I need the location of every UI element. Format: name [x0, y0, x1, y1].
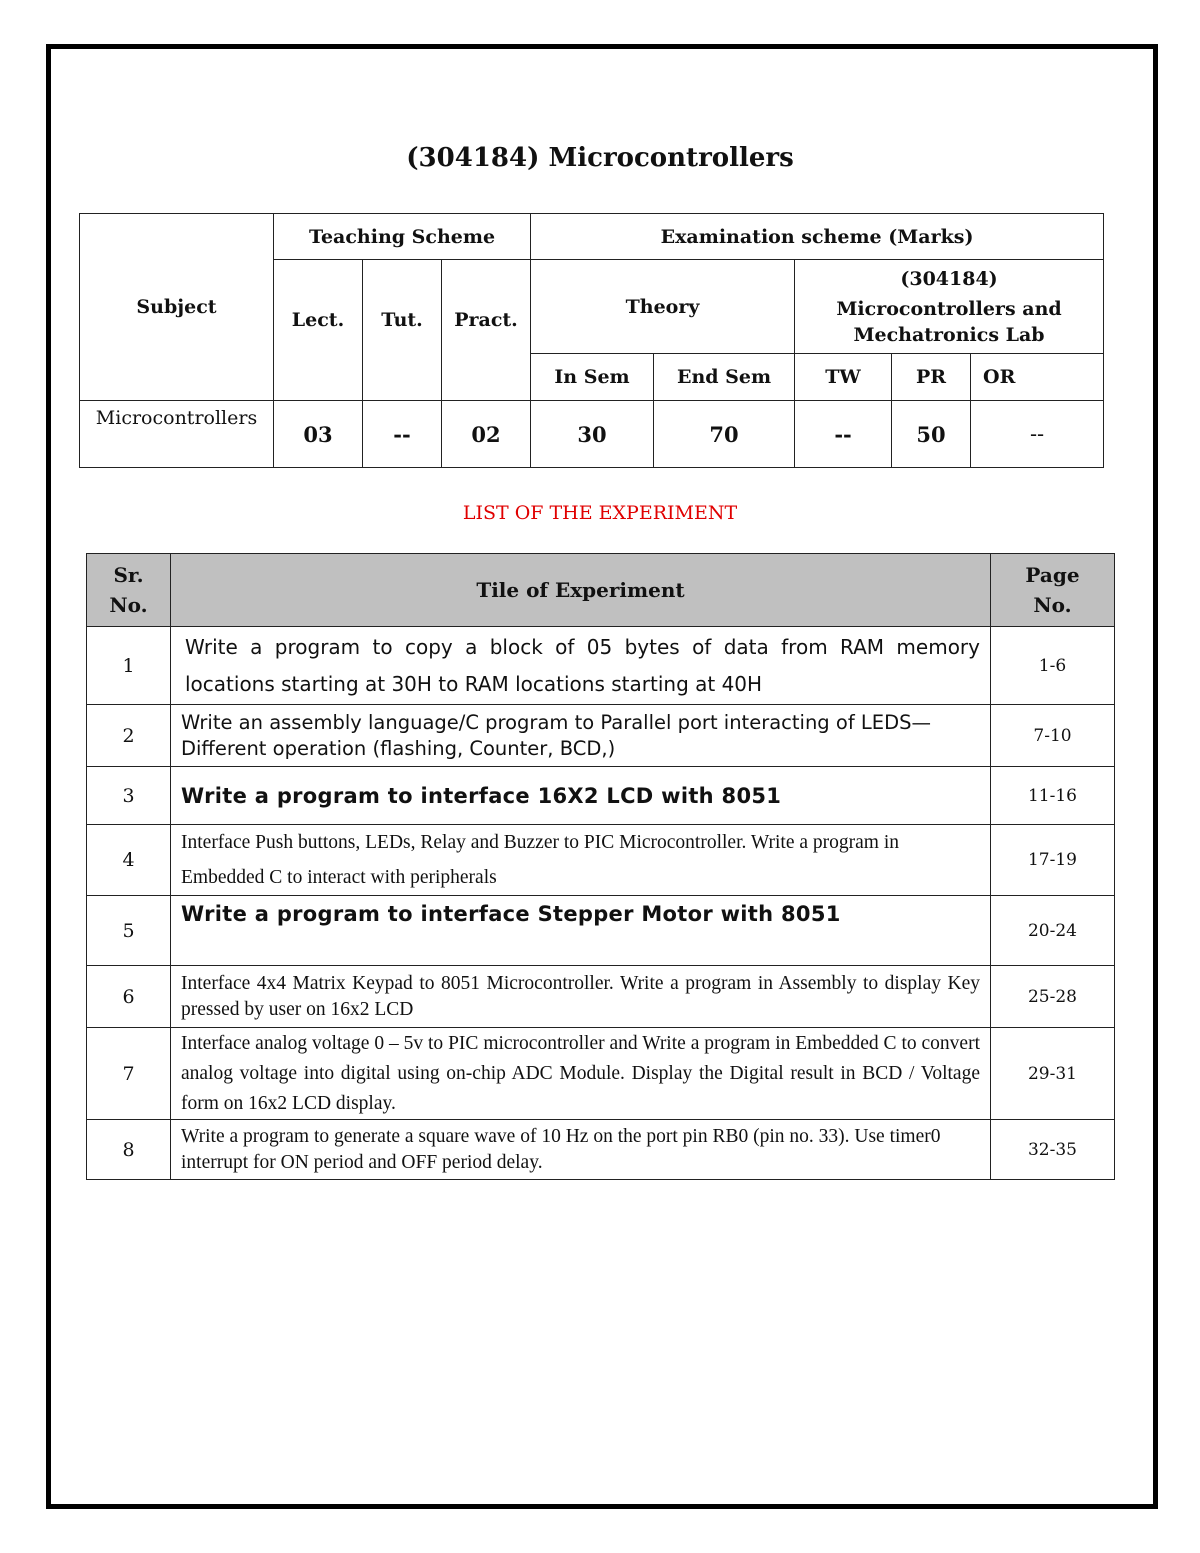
sr-no: 8 — [87, 1120, 171, 1180]
sr-no: 7 — [87, 1028, 171, 1120]
experiment-title: Write a program to interface Stepper Motor with 8051 — [171, 896, 991, 966]
end-sem-value: 70 — [654, 401, 795, 468]
experiment-title: Write a program to generate a square wave of 10 Hz on the port pin RB0 (pin no. 33). Use timer0 interrupt for ON period and OFF period delay. — [171, 1120, 991, 1180]
experiment-title: Write a program to interface 16X2 LCD with 8051 — [171, 767, 991, 825]
experiment-title: Interface Push buttons, LEDs, Relay and Buzzer to PIC Microcontroller. Write a program in Embedded C to interact with peripherals — [171, 825, 991, 896]
table-row — [87, 627, 1115, 705]
sr-header-line2: No. — [109, 593, 148, 617]
pract-header: Pract. — [442, 260, 531, 401]
page-no: 17-19 — [991, 825, 1115, 896]
sr-no-header — [87, 554, 171, 627]
sr-no: 2 — [87, 705, 171, 767]
lab-name-line1: Microcontrollers and — [836, 297, 1062, 320]
experiment-title: Write an assembly language/C program to Parallel port interacting of LEDS—Different operation (flashing, Counter, BCD,) — [171, 705, 991, 767]
end-sem-header: End Sem — [654, 354, 795, 401]
table-row — [87, 825, 1115, 896]
page-no: 32-35 — [991, 1120, 1115, 1180]
experiment-title: Interface 4x4 Matrix Keypad to 8051 Microcontroller. Write a program in Assembly to display Key pressed by user on 16x2 LCD — [171, 966, 991, 1028]
page-no: 1-6 — [991, 627, 1115, 705]
sr-no: 1 — [87, 627, 171, 705]
pract-value: 02 — [442, 401, 531, 468]
pr-header: PR — [892, 354, 971, 401]
lect-header: Lect. — [274, 260, 363, 401]
page-header-line2: No. — [1033, 593, 1072, 617]
experiment-title: Interface analog voltage 0 – 5v to PIC microcontroller and Write a program in Embedded C to convert analog voltage into digital using on-chip ADC Module. Display the Digital result in BCD / Voltage form on 16x2 LCD display. — [171, 1028, 991, 1120]
tw-value: -- — [795, 401, 892, 468]
lab-header — [795, 260, 1104, 354]
page-no: 20-24 — [991, 896, 1115, 966]
tw-header: TW — [795, 354, 892, 401]
page-no-header — [991, 554, 1115, 627]
subject-name: Microcontrollers — [80, 401, 274, 468]
table-row — [87, 896, 1115, 966]
lect-value: 03 — [274, 401, 363, 468]
table-row — [87, 1120, 1115, 1180]
page-header-line1: Page — [1025, 563, 1080, 587]
or-header: OR — [971, 354, 1104, 401]
sr-no: 4 — [87, 825, 171, 896]
lab-name-line2: Mechatronics Lab — [853, 323, 1045, 346]
tut-value: -- — [363, 401, 442, 468]
title-header: Tile of Experiment — [171, 554, 991, 627]
or-value: -- — [971, 401, 1104, 468]
list-heading: LIST OF THE EXPERIMENT — [462, 502, 738, 524]
theory-header: Theory — [531, 260, 795, 354]
experiments-table — [86, 553, 1115, 1180]
table-row — [87, 1028, 1115, 1120]
pr-value: 50 — [892, 401, 971, 468]
lab-code: (304184) — [900, 267, 998, 290]
sr-no: 5 — [87, 896, 171, 966]
sr-no: 6 — [87, 966, 171, 1028]
subject-header: Subject — [80, 214, 274, 401]
in-sem-value: 30 — [531, 401, 654, 468]
document-title: (304184) Microcontrollers — [406, 143, 794, 173]
teaching-scheme-header: Teaching Scheme — [274, 214, 531, 260]
sr-no: 3 — [87, 767, 171, 825]
table-row — [87, 767, 1115, 825]
sr-header-line1: Sr. — [113, 563, 144, 587]
experiment-title: Write a program to copy a block of 05 bytes of data from RAM memory locations starting at 30H to RAM locations starting at 40H — [171, 627, 991, 705]
scheme-table — [79, 213, 1104, 468]
tut-header: Tut. — [363, 260, 442, 401]
exam-scheme-header: Examination scheme (Marks) — [531, 214, 1104, 260]
in-sem-header: In Sem — [531, 354, 654, 401]
page-no: 11-16 — [991, 767, 1115, 825]
page-no: 29-31 — [991, 1028, 1115, 1120]
table-row — [87, 705, 1115, 767]
page-no: 25-28 — [991, 966, 1115, 1028]
table-row — [87, 966, 1115, 1028]
page-no: 7-10 — [991, 705, 1115, 767]
